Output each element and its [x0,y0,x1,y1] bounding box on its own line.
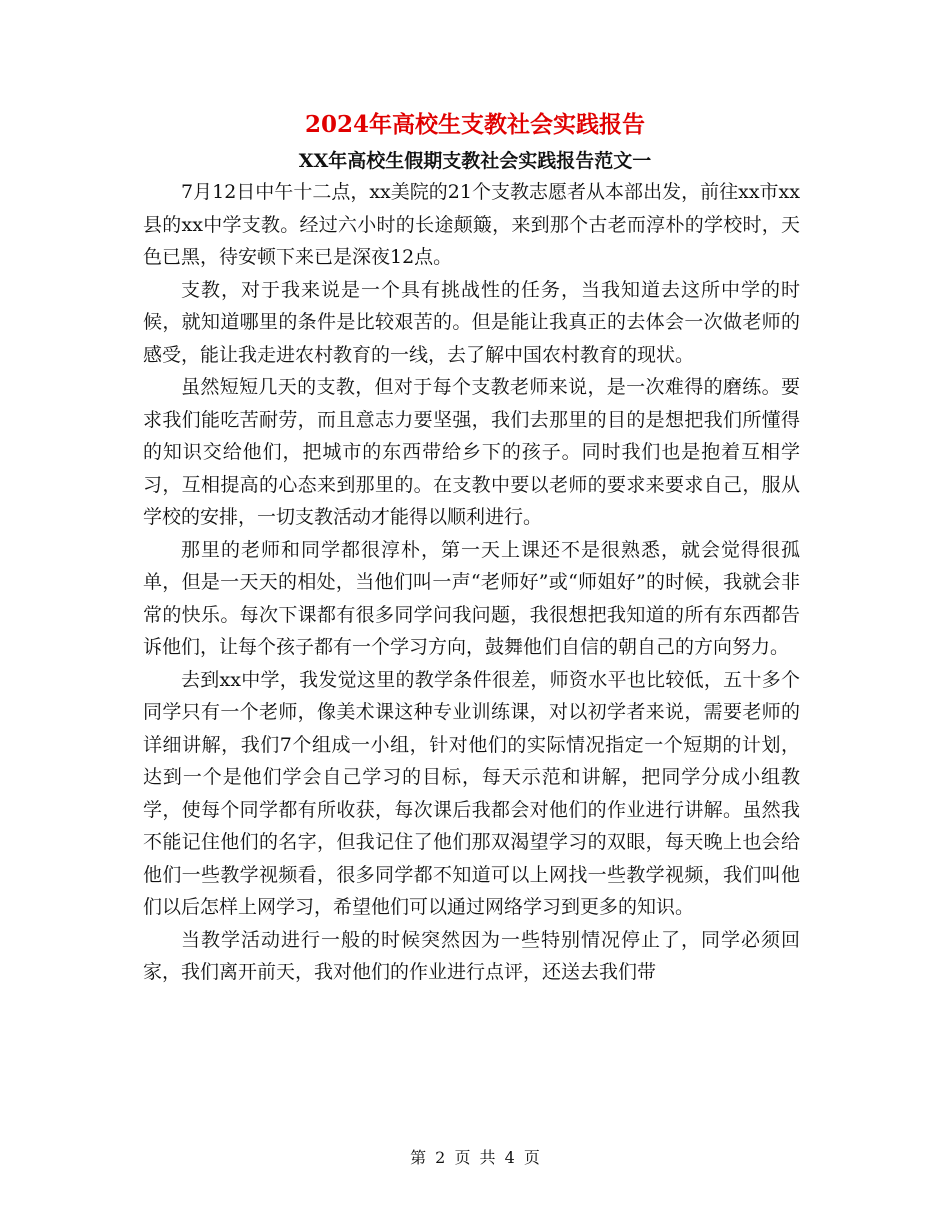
document-body [143,176,800,989]
document-title: 2024年高校生支教社会实践报告 [304,111,645,138]
paragraph-4: 那里的老师和同学都很淳朴，第一天上课还不是很熟悉，就会觉得很孤单，但是一天天的相处，当他们叫一声“老师好”或“师姐好”的时候，我就会非常的快乐。每次下课都有很多同学问我问题，我很想把我知道的所有东西都告诉他们，让每个孩子都有一个学习方向，鼓舞他们自信的朝自己的方向努力。 [143,538,800,658]
paragraph-5: 去到xx中学，我发觉这里的教学条件很差，师资水平也比较低，五十多个同学只有一个老师，像美术课这种专业训练课，对以初学者来说，需要老师的详细讲解，我们7个组成一小组，针对他们的实际情况指定一个短期的计划，达到一个是他们学会自己学习的目标，每天示范和讲解，把同学分成小组教学，使每个同学都有所收获，每次课后我都会对他们的作业进行讲解。虽然我不能记住他们的名字，但我记住了他们那双渴望学习的双眼，每天晚上也会给他们一些教学视频看，很多同学都不知道可以上网找一些教学视频，我们叫他们以后怎样上网学习，希望他们可以通过网络学习到更多的知识。 [143,668,800,918]
paragraph-2: 支教，对于我来说是一个具有挑战性的任务，当我知道去这所中学的时候，就知道哪里的条件是比较艰苦的。但是能让我真正的去体会一次做老师的感受，能让我走进农村教育的一线，去了解中国农村教育的现状。 [143,278,800,366]
paragraph-1: 7月12日中午十二点，xx美院的21个支教志愿者从本部出发，前往xx市xx县的xx中学支教。经过六小时的长途颠簸，来到那个古老而淳朴的学校时，天色已黑，待安顿下来已是深夜12点。 [143,181,800,268]
page-number-footer: 第 2 页 共 4 页 [410,1148,540,1167]
paragraph-3: 虽然短短几天的支教，但对于每个支教老师来说，是一次难得的磨练。要求我们能吃苦耐劳，而且意志力要坚强，我们去那里的目的是想把我们所懂得的知识交给他们，把城市的东西带给乡下的孩子。同时我们也是抱着互相学习，互相提高的心态来到那里的。在支教中要以老师的要求来要求自己，服从学校的安排，一切支教活动才能得以顺利进行。 [143,376,800,528]
paragraph-6: 当教学活动进行一般的时候突然因为一些特别情况停止了，同学必须回家，我们离开前天，我对他们的作业进行点评，还送去我们带 [143,928,800,983]
document-subtitle: XX年高校生假期支教社会实践报告范文一 [298,150,652,172]
